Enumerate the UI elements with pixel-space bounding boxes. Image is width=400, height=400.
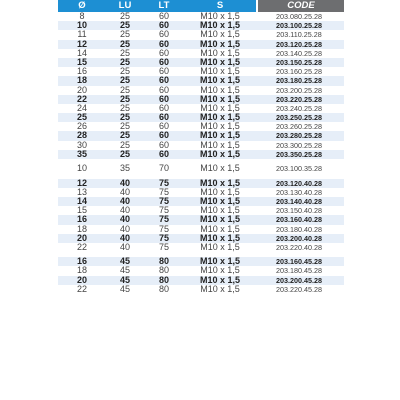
cell-s: M10 x 1,5 bbox=[199, 257, 241, 267]
cell-diameter: 12 bbox=[76, 39, 87, 49]
cell-code: 203.200.45.28 bbox=[276, 275, 322, 285]
cell-lt: 60 bbox=[158, 122, 169, 132]
cell-lu: 25 bbox=[119, 30, 130, 40]
cell-lu: 25 bbox=[119, 140, 130, 150]
cell-diameter: 18 bbox=[76, 266, 87, 276]
header-diameter: Ø bbox=[58, 0, 106, 12]
cell-lt: 75 bbox=[158, 178, 169, 188]
cell-lu: 25 bbox=[119, 103, 130, 113]
cell-diameter: 35 bbox=[76, 149, 87, 159]
table-row bbox=[58, 76, 344, 85]
cell-lu: 25 bbox=[119, 57, 130, 67]
cell-lt: 60 bbox=[158, 30, 169, 40]
cell-lu: 25 bbox=[119, 113, 130, 123]
cell-lu: 40 bbox=[119, 196, 130, 206]
table-row bbox=[58, 276, 344, 285]
cell-lu: 40 bbox=[119, 215, 130, 225]
cell-lt: 60 bbox=[158, 48, 169, 58]
cell-lu: 25 bbox=[119, 48, 130, 58]
cell-code: 203.150.25.28 bbox=[276, 57, 322, 67]
cell-lu: 25 bbox=[119, 21, 130, 31]
table-row bbox=[58, 12, 344, 21]
cell-lu: 40 bbox=[119, 187, 130, 197]
cell-lt: 75 bbox=[158, 187, 169, 197]
cell-lu: 45 bbox=[119, 257, 130, 267]
cell-lu: 25 bbox=[119, 67, 130, 77]
cell-s: M10 x 1,5 bbox=[199, 21, 241, 31]
cell-diameter: 8 bbox=[79, 12, 85, 21]
cell-lt: 60 bbox=[158, 131, 169, 141]
cell-code: 203.350.25.28 bbox=[276, 149, 322, 159]
cell-code: 203.220.40.28 bbox=[276, 242, 322, 252]
cell-s: M10 x 1,5 bbox=[199, 57, 241, 67]
table-row bbox=[58, 104, 344, 113]
table-row bbox=[58, 122, 344, 131]
cell-lt: 60 bbox=[158, 57, 169, 67]
cell-s: M10 x 1,5 bbox=[199, 149, 241, 159]
cell-s: M10 x 1,5 bbox=[199, 275, 241, 285]
cell-s: M10 x 1,5 bbox=[200, 224, 240, 234]
cell-code: 203.160.25.28 bbox=[276, 67, 322, 77]
cell-diameter: 26 bbox=[76, 122, 87, 132]
cell-lt: 80 bbox=[158, 275, 169, 285]
cell-lu: 40 bbox=[119, 178, 130, 188]
cell-code: 203.140.25.28 bbox=[276, 48, 322, 58]
cell-lt: 60 bbox=[158, 94, 169, 104]
table-header bbox=[58, 0, 344, 12]
cell-s: M10 x 1,5 bbox=[200, 67, 240, 77]
cell-s: M10 x 1,5 bbox=[200, 266, 240, 276]
cell-diameter: 20 bbox=[76, 85, 87, 95]
cell-lt: 60 bbox=[158, 39, 169, 49]
cell-diameter: 15 bbox=[76, 206, 87, 216]
header-lu: LU bbox=[106, 0, 144, 12]
table-row bbox=[58, 141, 344, 150]
cell-diameter: 16 bbox=[76, 215, 87, 225]
cell-lu: 40 bbox=[119, 206, 130, 216]
cell-lt: 80 bbox=[158, 284, 169, 294]
cell-diameter: 14 bbox=[76, 48, 87, 58]
cell-s: M10 x 1,5 bbox=[199, 178, 241, 188]
cell-lu: 35 bbox=[119, 164, 130, 174]
cell-code: 203.150.40.28 bbox=[276, 206, 322, 216]
cell-code: 203.240.25.28 bbox=[276, 103, 322, 113]
cell-code: 203.120.25.28 bbox=[276, 39, 322, 49]
cell-diameter: 12 bbox=[76, 178, 87, 188]
cell-s: M10 x 1,5 bbox=[199, 94, 241, 104]
table-body bbox=[58, 12, 344, 294]
cell-lu: 40 bbox=[119, 242, 130, 252]
table-row bbox=[58, 95, 344, 104]
table-row bbox=[58, 179, 344, 188]
table-row bbox=[58, 40, 344, 49]
cell-diameter: 11 bbox=[77, 30, 87, 40]
header-lt: LT bbox=[144, 0, 184, 12]
cell-code: 203.300.25.28 bbox=[276, 140, 322, 150]
cell-lt: 60 bbox=[158, 12, 169, 21]
cell-s: M10 x 1,5 bbox=[200, 122, 240, 132]
cell-lt: 75 bbox=[158, 206, 169, 216]
cell-diameter: 18 bbox=[76, 76, 87, 86]
cell-diameter: 28 bbox=[76, 131, 87, 141]
cell-code: 203.220.45.28 bbox=[276, 284, 322, 294]
table-row bbox=[58, 150, 344, 159]
cell-diameter: 16 bbox=[76, 67, 87, 77]
cell-lt: 70 bbox=[158, 164, 169, 174]
cell-code: 203.080.25.28 bbox=[276, 12, 322, 21]
cell-lt: 60 bbox=[158, 76, 169, 86]
table-row bbox=[58, 197, 344, 206]
cell-diameter: 20 bbox=[76, 275, 87, 285]
table-row bbox=[58, 67, 344, 76]
cell-code: 203.180.40.28 bbox=[276, 224, 322, 234]
cell-code: 203.180.45.28 bbox=[276, 266, 322, 276]
cell-s: M10 x 1,5 bbox=[200, 140, 240, 150]
table-row bbox=[58, 266, 344, 275]
cell-lu: 25 bbox=[119, 94, 130, 104]
cell-diameter: 20 bbox=[76, 233, 87, 243]
table-row bbox=[58, 164, 344, 173]
cell-code: 203.120.40.28 bbox=[276, 178, 322, 188]
cell-diameter: 13 bbox=[76, 187, 87, 197]
cell-s: M10 x 1,5 bbox=[199, 39, 241, 49]
cell-s: M10 x 1,5 bbox=[199, 196, 241, 206]
table-row bbox=[58, 243, 344, 252]
table-row bbox=[58, 234, 344, 243]
cell-lt: 60 bbox=[158, 113, 169, 123]
cell-diameter: 22 bbox=[76, 284, 87, 294]
table-row bbox=[58, 188, 344, 197]
cell-diameter: 14 bbox=[76, 196, 87, 206]
cell-lt: 75 bbox=[158, 215, 169, 225]
table-row bbox=[58, 86, 344, 95]
cell-s: M10 x 1,5 bbox=[200, 48, 240, 58]
cell-code: 203.100.35.28 bbox=[276, 164, 322, 174]
cell-s: M10 x 1,5 bbox=[199, 131, 241, 141]
cell-lt: 80 bbox=[158, 257, 169, 267]
cell-code: 203.220.25.28 bbox=[276, 94, 322, 104]
cell-diameter: 22 bbox=[76, 94, 87, 104]
table-row bbox=[58, 58, 344, 67]
table-row bbox=[58, 225, 344, 234]
cell-code: 203.110.25.28 bbox=[276, 30, 322, 40]
cell-code: 203.160.45.28 bbox=[276, 257, 322, 267]
cell-lt: 75 bbox=[158, 224, 169, 234]
cell-diameter: 10 bbox=[76, 164, 87, 174]
cell-lu: 25 bbox=[119, 149, 130, 159]
cell-lu: 25 bbox=[119, 122, 130, 132]
cell-lu: 25 bbox=[119, 12, 130, 21]
cell-lt: 60 bbox=[158, 103, 169, 113]
header-s: S bbox=[184, 0, 256, 12]
table-row bbox=[58, 215, 344, 224]
cell-lt: 75 bbox=[158, 196, 169, 206]
header-code: CODE bbox=[258, 0, 344, 12]
table-row bbox=[58, 206, 344, 215]
cell-s: M10 x 1,5 bbox=[200, 103, 240, 113]
cell-code: 203.140.40.28 bbox=[276, 196, 322, 206]
cell-diameter: 22 bbox=[76, 242, 87, 252]
cell-code: 203.100.25.28 bbox=[276, 21, 322, 31]
table-row bbox=[58, 49, 344, 58]
table-row bbox=[58, 21, 344, 30]
cell-diameter: 15 bbox=[76, 57, 87, 67]
cell-s: M10 x 1,5 bbox=[200, 206, 240, 216]
cell-lu: 45 bbox=[119, 266, 130, 276]
cell-lt: 60 bbox=[158, 149, 169, 159]
table-row bbox=[58, 131, 344, 140]
cell-lu: 40 bbox=[119, 233, 130, 243]
cell-code: 203.260.25.28 bbox=[276, 122, 322, 132]
cell-lt: 80 bbox=[158, 266, 169, 276]
cell-lt: 60 bbox=[158, 140, 169, 150]
cell-diameter: 25 bbox=[76, 113, 87, 123]
cell-s: M10 x 1,5 bbox=[200, 284, 240, 294]
cell-s: M10 x 1,5 bbox=[200, 85, 240, 95]
cell-lt: 60 bbox=[158, 85, 169, 95]
cell-lu: 45 bbox=[119, 275, 130, 285]
cell-lt: 75 bbox=[158, 233, 169, 243]
cell-lu: 25 bbox=[119, 85, 130, 95]
cell-lu: 25 bbox=[119, 131, 130, 141]
cell-s: M10 x 1,5 bbox=[199, 233, 241, 243]
table-row bbox=[58, 30, 344, 39]
cell-s: M10 x 1,5 bbox=[200, 30, 240, 40]
cell-diameter: 18 bbox=[76, 224, 87, 234]
cell-s: M10 x 1,5 bbox=[200, 12, 240, 21]
cell-lt: 60 bbox=[158, 67, 169, 77]
cell-code: 203.130.40.28 bbox=[276, 187, 322, 197]
product-table bbox=[58, 0, 344, 294]
cell-lu: 40 bbox=[119, 224, 130, 234]
cell-lu: 25 bbox=[119, 39, 130, 49]
cell-lt: 75 bbox=[158, 242, 169, 252]
cell-code: 203.180.25.28 bbox=[276, 76, 322, 86]
cell-lu: 25 bbox=[119, 76, 130, 86]
cell-diameter: 24 bbox=[76, 103, 87, 113]
cell-s: M10 x 1,5 bbox=[199, 76, 241, 86]
cell-lt: 60 bbox=[158, 21, 169, 31]
cell-diameter: 16 bbox=[76, 257, 87, 267]
cell-code: 203.200.40.28 bbox=[276, 233, 322, 243]
cell-s: M10 x 1,5 bbox=[200, 242, 240, 252]
cell-diameter: 10 bbox=[76, 21, 87, 31]
cell-code: 203.280.25.28 bbox=[276, 131, 322, 141]
table-row bbox=[58, 113, 344, 122]
cell-code: 203.200.25.28 bbox=[276, 85, 322, 95]
cell-s: M10 x 1,5 bbox=[199, 215, 241, 225]
cell-s: M10 x 1,5 bbox=[199, 113, 241, 123]
cell-lu: 45 bbox=[119, 284, 130, 294]
table-row bbox=[58, 285, 344, 294]
cell-s: M10 x 1,5 bbox=[200, 187, 240, 197]
cell-diameter: 30 bbox=[76, 140, 87, 150]
table-row bbox=[58, 257, 344, 266]
cell-s: M10 x 1,5 bbox=[200, 164, 240, 174]
cell-code: 203.160.40.28 bbox=[276, 215, 322, 225]
cell-code: 203.250.25.28 bbox=[276, 113, 322, 123]
